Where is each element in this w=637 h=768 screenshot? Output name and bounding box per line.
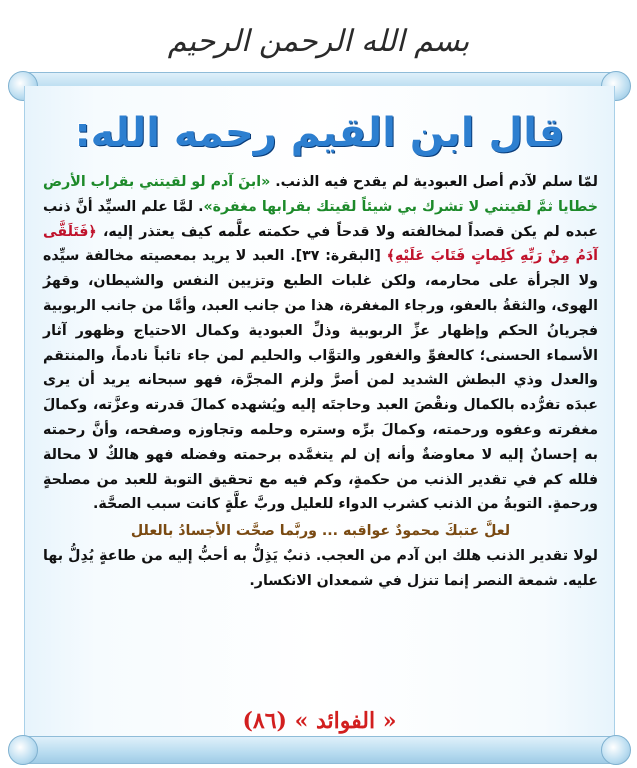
scroll-bottom-roll [14, 736, 625, 764]
scroll-bottom-left-knob [8, 735, 38, 765]
paragraph-part-3: [البقرة: ٣٧]. العبد لا يريد بمعصيته مخالفة سيِّده ولا الجرأة على محارمه، ولكن غلبات الطبع وتزيين النفس والشيطان، وقهرُ الهوى، والثقةُ بالعفو، ورجاء المغفرة، هذا من جانب العبد، وأمَّا من جانب الربوبية فجريانُ الحكم وإظهار عزِّ الربوبية وذلِّ العبودية وكمال الاحتياج وظهور آثار الأسماء الحسنى؛ كالعفوِّ والغفور والتوَّاب والحليم لمن جاء تائباً نادماً، والمنتقم والعدل وذي البطش الشديد لمن أصرَّ ولزم المجرَّة، فهو سبحانه يريد أن يرى عبدَه تفرُّده بالكمال ونقْصَ العبد وحاجتَه إليه ويُشهده كمالَ قدرته وعزَّته، وكمالَ مغفرته وعفوه ورحمته، وكمالَ برِّه وستره وحلمه وتجاوزه وصفحه، وأنَّ رحمته به إحسانٌ إليه لا معاوضةٌ وأنه إن لم يتغمَّده برحمته وفضله فهو هالكٌ لا محالة فلله كم في تقدير الذنب من حكمةٍ، وكم فيه مع تحقيق التوبة للعبد من مصلحةٍ ورحمةٍ. التوبةُ من الذنب كشرب الدواء للعليل وربَّ علَّةٍ كانت سبب الصحَّة. [43, 248, 598, 513]
poetry-verse: لعلَّ عتبكَ محمودٌ عواقبه ... وربَّما صحَّت الأجسادُ بالعلل [130, 523, 511, 540]
main-paragraph [43, 170, 598, 517]
ayah-text: ﴿فَتَلَقَّى آدَمُ مِنْ رَبِّهِ كَلِماتٍ فَتَابَ عَلَيْهِ﴾ [43, 223, 598, 265]
quote-body [43, 170, 598, 594]
page-title: قال ابن القيم رحمه الله: [74, 110, 565, 156]
scroll-bottom-right-knob [601, 735, 631, 765]
source-citation: « الفوائد » (٨٦) [242, 708, 397, 734]
closing-paragraph: لولا تقدير الذنب هلك ابن آدم من العجب. ذنبٌ يَذِلُّ به أحبُّ إليه من طاعةٍ يُدِلُّ بها عليه. شمعة النصر إنما تنزل في شمعدان الانكسار. [43, 547, 598, 589]
parchment-scroll [14, 72, 623, 762]
scroll-sheet [24, 86, 615, 748]
bismillah-text: بسم الله الرحمن الرحيم [167, 23, 470, 59]
paragraph-part-2: . لمَّا علم السيِّد أنَّ ذنب عبده لم يكن قصداً لمخالفته ولا قدحاً في حكمته علَّمه كيف يعتذر إليه، [43, 198, 598, 240]
paragraph-part-1: لمّا سلم لآدم أصل العبودية لم يقدح فيه الذنب. [270, 174, 598, 190]
bismillah-calligraphy [0, 6, 637, 76]
hadith-text: «ابنَ آدم لو لقيتني بقراب الأرض خطايا ثمَّ لقيتني لا تشرك بي شيئاً لقيتك بقرابها مغفرة» [43, 174, 598, 215]
